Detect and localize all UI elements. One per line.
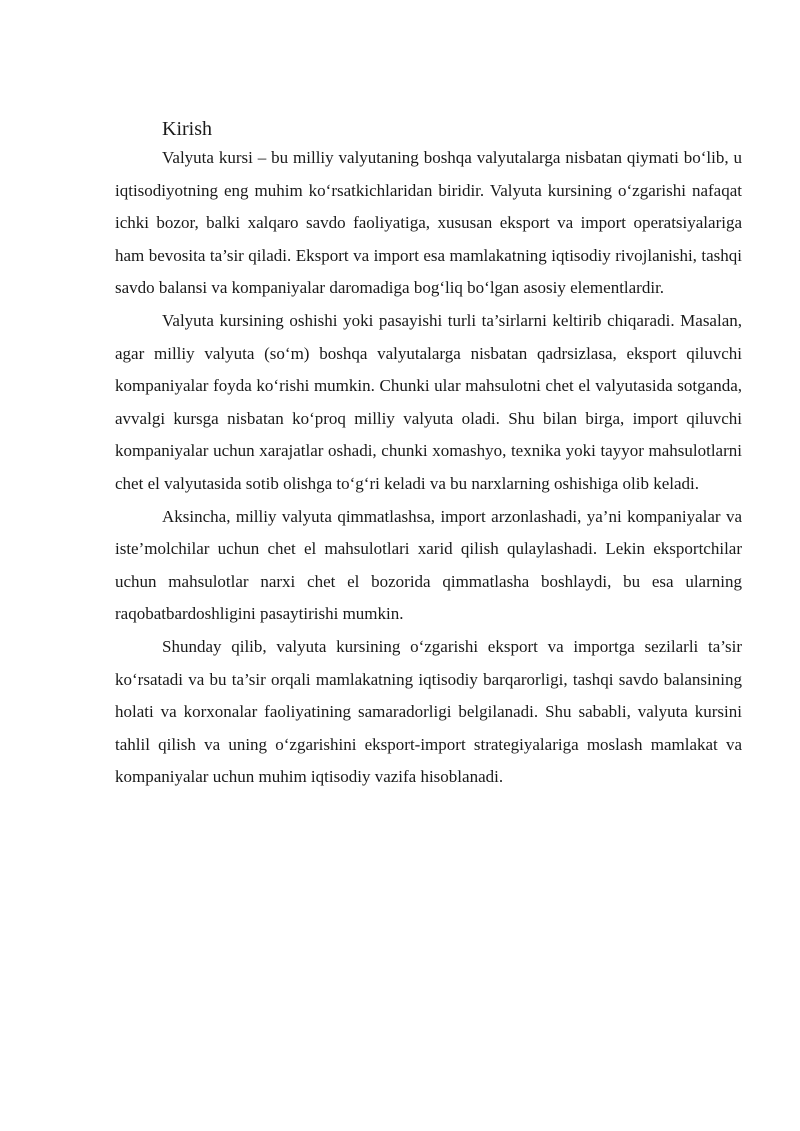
document-page: [115, 116, 742, 794]
section-heading: Kirish: [162, 118, 212, 140]
paragraph-2: Valyuta kursining oshishi yoki pasayishi turli ta’sirlarni keltirib chiqaradi. Masalan, agar milliy valyuta (so‘m) boshqa valyutalarga nisbatan qadrsizlasa, eksport qiluvchi kompaniyalar foyda ko‘rishi mumkin. Chunki ular mahsulotni chet el valyutasida sotganda, avvalgi kursga nisbatan ko‘proq milliy valyuta oladi. Shu bilan birga, import qiluvchi kompaniyalar uchun xarajatlar oshadi, chunki xomashyo, texnika yoki tayyor mahsulotlarni chet el valyutasida sotib olishga to‘g‘ri keladi va bu narxlarning oshishiga olib keladi.: [115, 310, 742, 493]
paragraph-4: Shunday qilib, valyuta kursining o‘zgarishi eksport va importga sezilarli ta’sir ko‘rsatadi va bu ta’sir orqali mamlakatning iqtisodiy barqarorligi, tashqi savdo balansining holati va korxonalar faoliyatining samaradorligi belgilanadi. Shu sababli, valyuta kursini tahlil qilish va uning o‘zgarishini eksport-import strategiyalariga moslash mamlakat va kompaniyalar uchun muhim iqtisodiy vazifa hisoblanadi.: [115, 636, 742, 787]
paragraph-3: Aksincha, milliy valyuta qimmatlashsa, import arzonlashadi, ya’ni kompaniyalar va iste’molchilar uchun chet el mahsulotlari xarid qilish qulaylashadi. Lekin eksportchilar uchun mahsulotlar narxi chet el bozorida qimmatlasha boshlaydi, bu esa ularning raqobatbardoshligini pasaytirishi mumkin.: [115, 506, 742, 624]
paragraph-1: Valyuta kursi – bu milliy valyutaning boshqa valyutalarga nisbatan qiymati bo‘lib, u iqtisodiyotning eng muhim ko‘rsatkichlaridan biridir. Valyuta kursining o‘zgarishi nafaqat ichki bozor, balki xalqaro savdo faoliyatiga, xususan eksport va import operatsiyalariga ham bevosita ta’sir qiladi. Eksport va import esa mamlakatning iqtisodiy rivojlanishi, tashqi savdo balansi va kompaniyalar daromadiga bog‘liq bo‘lgan asosiy elementlardir.: [115, 148, 742, 298]
